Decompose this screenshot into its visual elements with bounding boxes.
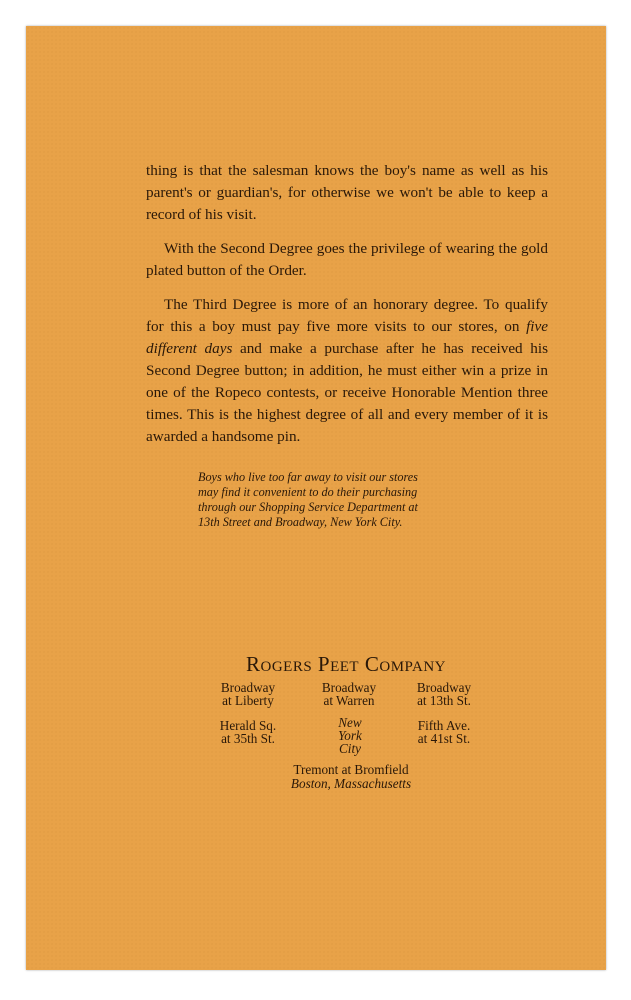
shopping-note — [198, 470, 508, 530]
store-broadway-warren — [308, 681, 390, 707]
page-sheet — [26, 26, 606, 970]
store-1-line-1: Broadway — [220, 680, 276, 695]
city-line-1: New — [338, 715, 362, 730]
store-fifth-ave — [404, 719, 484, 745]
boston-line-1: Tremont at Bromfield — [293, 762, 409, 777]
paragraph-2: With the Second Degree goes the privilege of wearing the gold plated button of the Order. — [146, 240, 548, 279]
store-4-line-2: at 35th St. — [221, 731, 275, 746]
paragraph-3-emphasis: five different days — [146, 318, 548, 357]
store-5-line-1: Fifth Ave. — [417, 718, 471, 733]
paragraph-1: thing is that the salesman knows the boy's name as well as his parent's or guardian's, for otherwise we won't be able to keep a record of his visit. — [146, 162, 548, 223]
city-line-3: City — [339, 741, 361, 756]
store-2-line-2: at Warren — [323, 693, 375, 708]
note-line-1: Boys who live too far away to visit our stores — [198, 470, 418, 484]
boston-line-2: Boston, Massachusetts — [290, 776, 412, 791]
store-1-line-2: at Liberty — [222, 693, 274, 708]
store-5-line-2: at 41st St. — [417, 731, 471, 746]
company-name: Rogers Peet Company — [246, 652, 446, 676]
paragraph-3 — [146, 294, 548, 448]
store-4-line-1: Herald Sq. — [219, 718, 277, 733]
city-new-york — [320, 716, 380, 755]
note-line-4: 13th Street and Broadway, New York City. — [198, 515, 403, 529]
store-herald-square — [212, 719, 284, 745]
note-line-2: may find it convenient to do their purchasing — [198, 485, 418, 499]
city-line-2: York — [338, 728, 362, 743]
note-line-3: through our Shopping Service Department at — [198, 500, 418, 514]
boston-store — [256, 763, 446, 791]
paragraph-3-part-a: The Third Degree is more of an honorary degree. To qualify for this a boy must pay five more visits to our stores, on — [146, 296, 548, 335]
store-broadway-13th — [404, 681, 484, 707]
paragraph-3-part-b: and make a purchase after he has received his Second Degree button; in addition, he must either win a prize in one of the Ropeco contests, or receive Honorable Mention three times. This is the highest degree of all and every member of it is awarded a handsome pin. — [146, 340, 548, 445]
store-broadway-liberty — [212, 681, 284, 707]
store-3-line-1: Broadway — [416, 680, 472, 695]
store-3-line-2: at 13th St. — [417, 693, 471, 708]
store-2-line-1: Broadway — [321, 680, 377, 695]
body-text — [146, 160, 548, 460]
